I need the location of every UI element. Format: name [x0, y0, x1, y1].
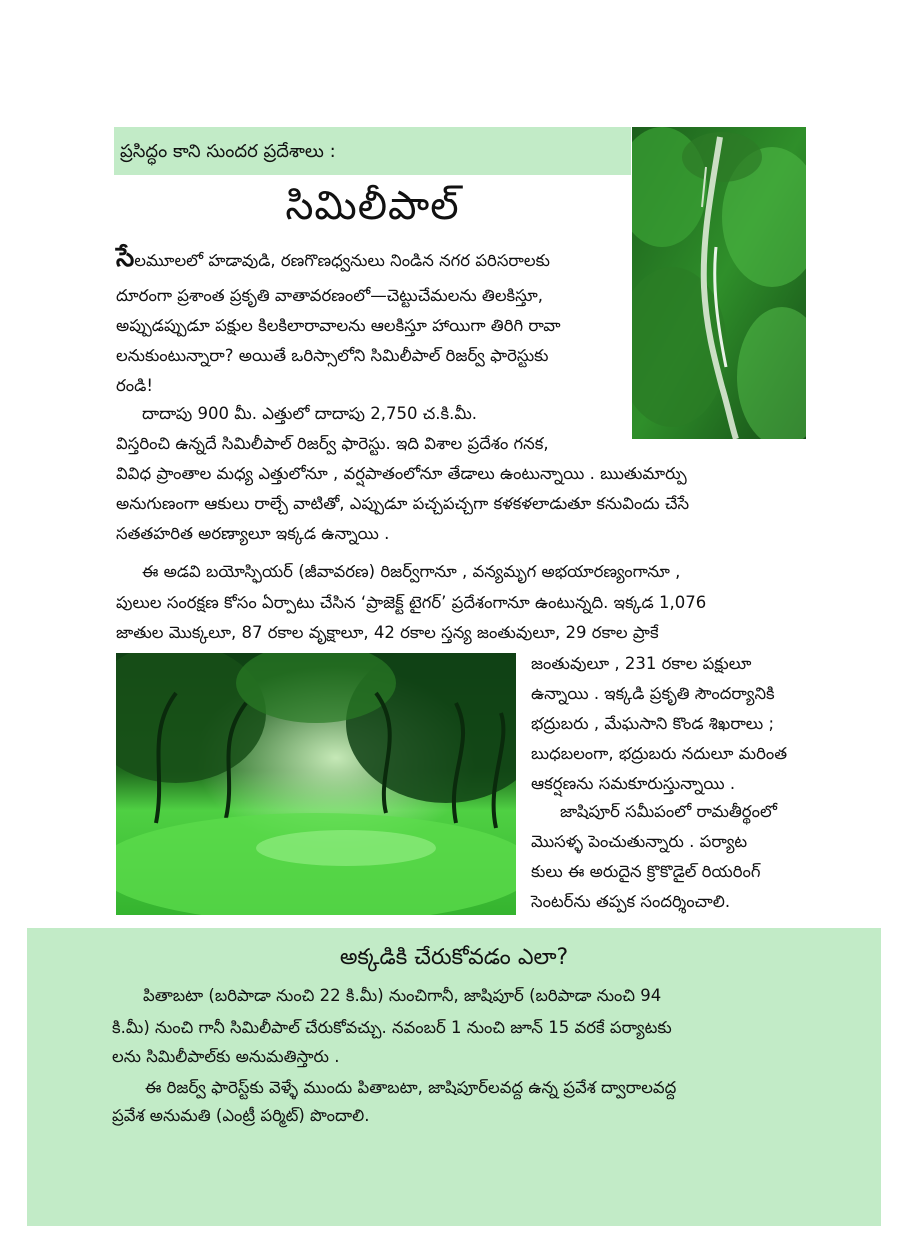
- page-title: సిమిలీపాల్: [285, 183, 460, 229]
- para3-wrap-line-5: ఆకర్షణను సమకూరుస్తున్నాయి .: [531, 774, 736, 793]
- para2-line-3: వివిధ ప్రాంతాల మధ్య ఎత్తులోనూ , వర్షపాతంలోనూ తేడాలు ఉంటున్నాయి . ఋతుమార్పు: [116, 464, 687, 483]
- para1-line-4: లనుకుంటున్నారా? అయితే ఒరిస్సాలోని సిమిలీపాల్ రిజర్వ్ ఫారెస్టుకు: [116, 346, 549, 365]
- section-label: ప్రసిద్ధం కాని సుందర ప్రదేశాలు :: [120, 141, 336, 162]
- footer-para1-line-2: కి.మీ) నుంచి గానీ సిమిలీపాల్ చేరుకోవచ్చు. నవంబర్ 1 నుంచి జూన్ 15 వరకే పర్యాటకు: [112, 1018, 672, 1037]
- para3-wrap-line-4: బుధబలంగా, భద్రుబరు నదులూ మరింత: [531, 744, 788, 763]
- para2-line-1: దాదాపు 900 మీ. ఎత్తులో దాదాపు 2,750 చ.కి.మీ.: [142, 404, 478, 423]
- para3-wrap-line-2: ఉన్నాయి . ఇక్కడి ప్రకృతి సౌందర్యానికి: [531, 684, 775, 703]
- how-to-reach-title: అక్కడికి చేరుకోవడం ఎలా?: [339, 945, 569, 970]
- para2-line-4: అనుగుణంగా ఆకులు రాల్చే వాటితో, ఎప్పుడూ పచ్చపచ్చగా కళకళలాడుతూ కనువిందు చేసే: [116, 494, 690, 513]
- para3-wrap-line-1: జంతువులూ , 231 రకాల పక్షులూ: [531, 654, 752, 673]
- drop-cap: సే: [116, 243, 135, 273]
- para3-wrap-line-9: సెంటర్‌ను తప్పక సందర్శించాలి.: [531, 892, 731, 911]
- para3-line-1: ఈ అడవి బయోస్ఫియర్ (జీవావరణ) రిజర్వ్‌గానూ , వన్యమృగ అభయారణ్యంగానూ ,: [142, 562, 681, 581]
- para2-line-2: విస్తరించి ఉన్నదే సిమిలీపాల్ రిజర్వ్ ఫారెస్టు. ఇది విశాల ప్రదేశం గనక,: [116, 434, 549, 453]
- para1-line-2: దూరంగా ప్రశాంత ప్రకృతి వాతావరణంలో—చెట్టుచేమలను తిలకిస్తూ,: [116, 286, 543, 305]
- para3-wrap-line-6: జాషిపూర్ సమీపంలో రామతీర్థంలో: [560, 802, 777, 821]
- footer-para1-line-3: లను సిమిలీపాల్‌కు అనుమతిస్తారు .: [112, 1047, 340, 1066]
- para3-line-3: జాతుల మొక్కలూ, 87 రకాల వృక్షాలూ, 42 రకాల స్తన్య జంతువులూ, 29 రకాల ప్రాకే: [116, 623, 659, 642]
- para3-wrap-line-7: మొసళ్ళ పెంచుతున్నారు . పర్యాట: [531, 832, 748, 851]
- section-banner: [114, 127, 631, 175]
- forest-photo: [116, 653, 516, 915]
- para3-wrap-line-3: భద్రుబరు , మేఘసాని కొండ శిఖరాలు ;: [531, 714, 774, 733]
- para1-line-3: అప్పుడప్పుడూ పక్షుల కిలకిలారావాలను ఆలకిస్తూ హాయిగా తిరిగి రావా: [116, 316, 561, 335]
- para1-line-1: సేలమూలలో హడావుడి, రణగొణధ్వనులు నిండిన నగర పరిసరాలకు: [116, 243, 550, 273]
- para3-wrap-line-8: కులు ఈ అరుదైన క్రొకొడైల్ రియరింగ్: [531, 862, 761, 881]
- how-to-reach-box: [27, 928, 881, 1226]
- footer-para2-line-1: ఈ రిజర్వ్ ఫారెస్ట్‌కు వెళ్ళే ముందు పితాబటా, జాషిపూర్‌లవద్ద ఉన్న ప్రవేశ ద్వారాలవద్ద: [145, 1078, 677, 1097]
- footer-para2-line-2: ప్రవేశ అనుమతి (ఎంట్రీ పర్మిట్) పొందాలి.: [112, 1106, 370, 1125]
- waterfall-photo: [632, 127, 806, 439]
- para2-line-5: సతతహరిత అరణ్యాలూ ఇక్కడ ఉన్నాయి .: [116, 524, 390, 543]
- para3-line-2: పులుల సంరక్షణ కోసం ఏర్పాటు చేసిన ‘ప్రాజెక్ట్ టైగర్’ ప్రదేశంగానూ ఉంటున్నది. ఇక్కడ 1,076: [116, 593, 707, 612]
- footer-para1-line-1: పితాబటా (బరిపాడా నుంచి 22 కి.మీ) నుంచిగానీ, జాషిపూర్ (బరిపాడా నుంచి 94: [143, 986, 662, 1005]
- para1-line-5: రండి!: [116, 376, 153, 395]
